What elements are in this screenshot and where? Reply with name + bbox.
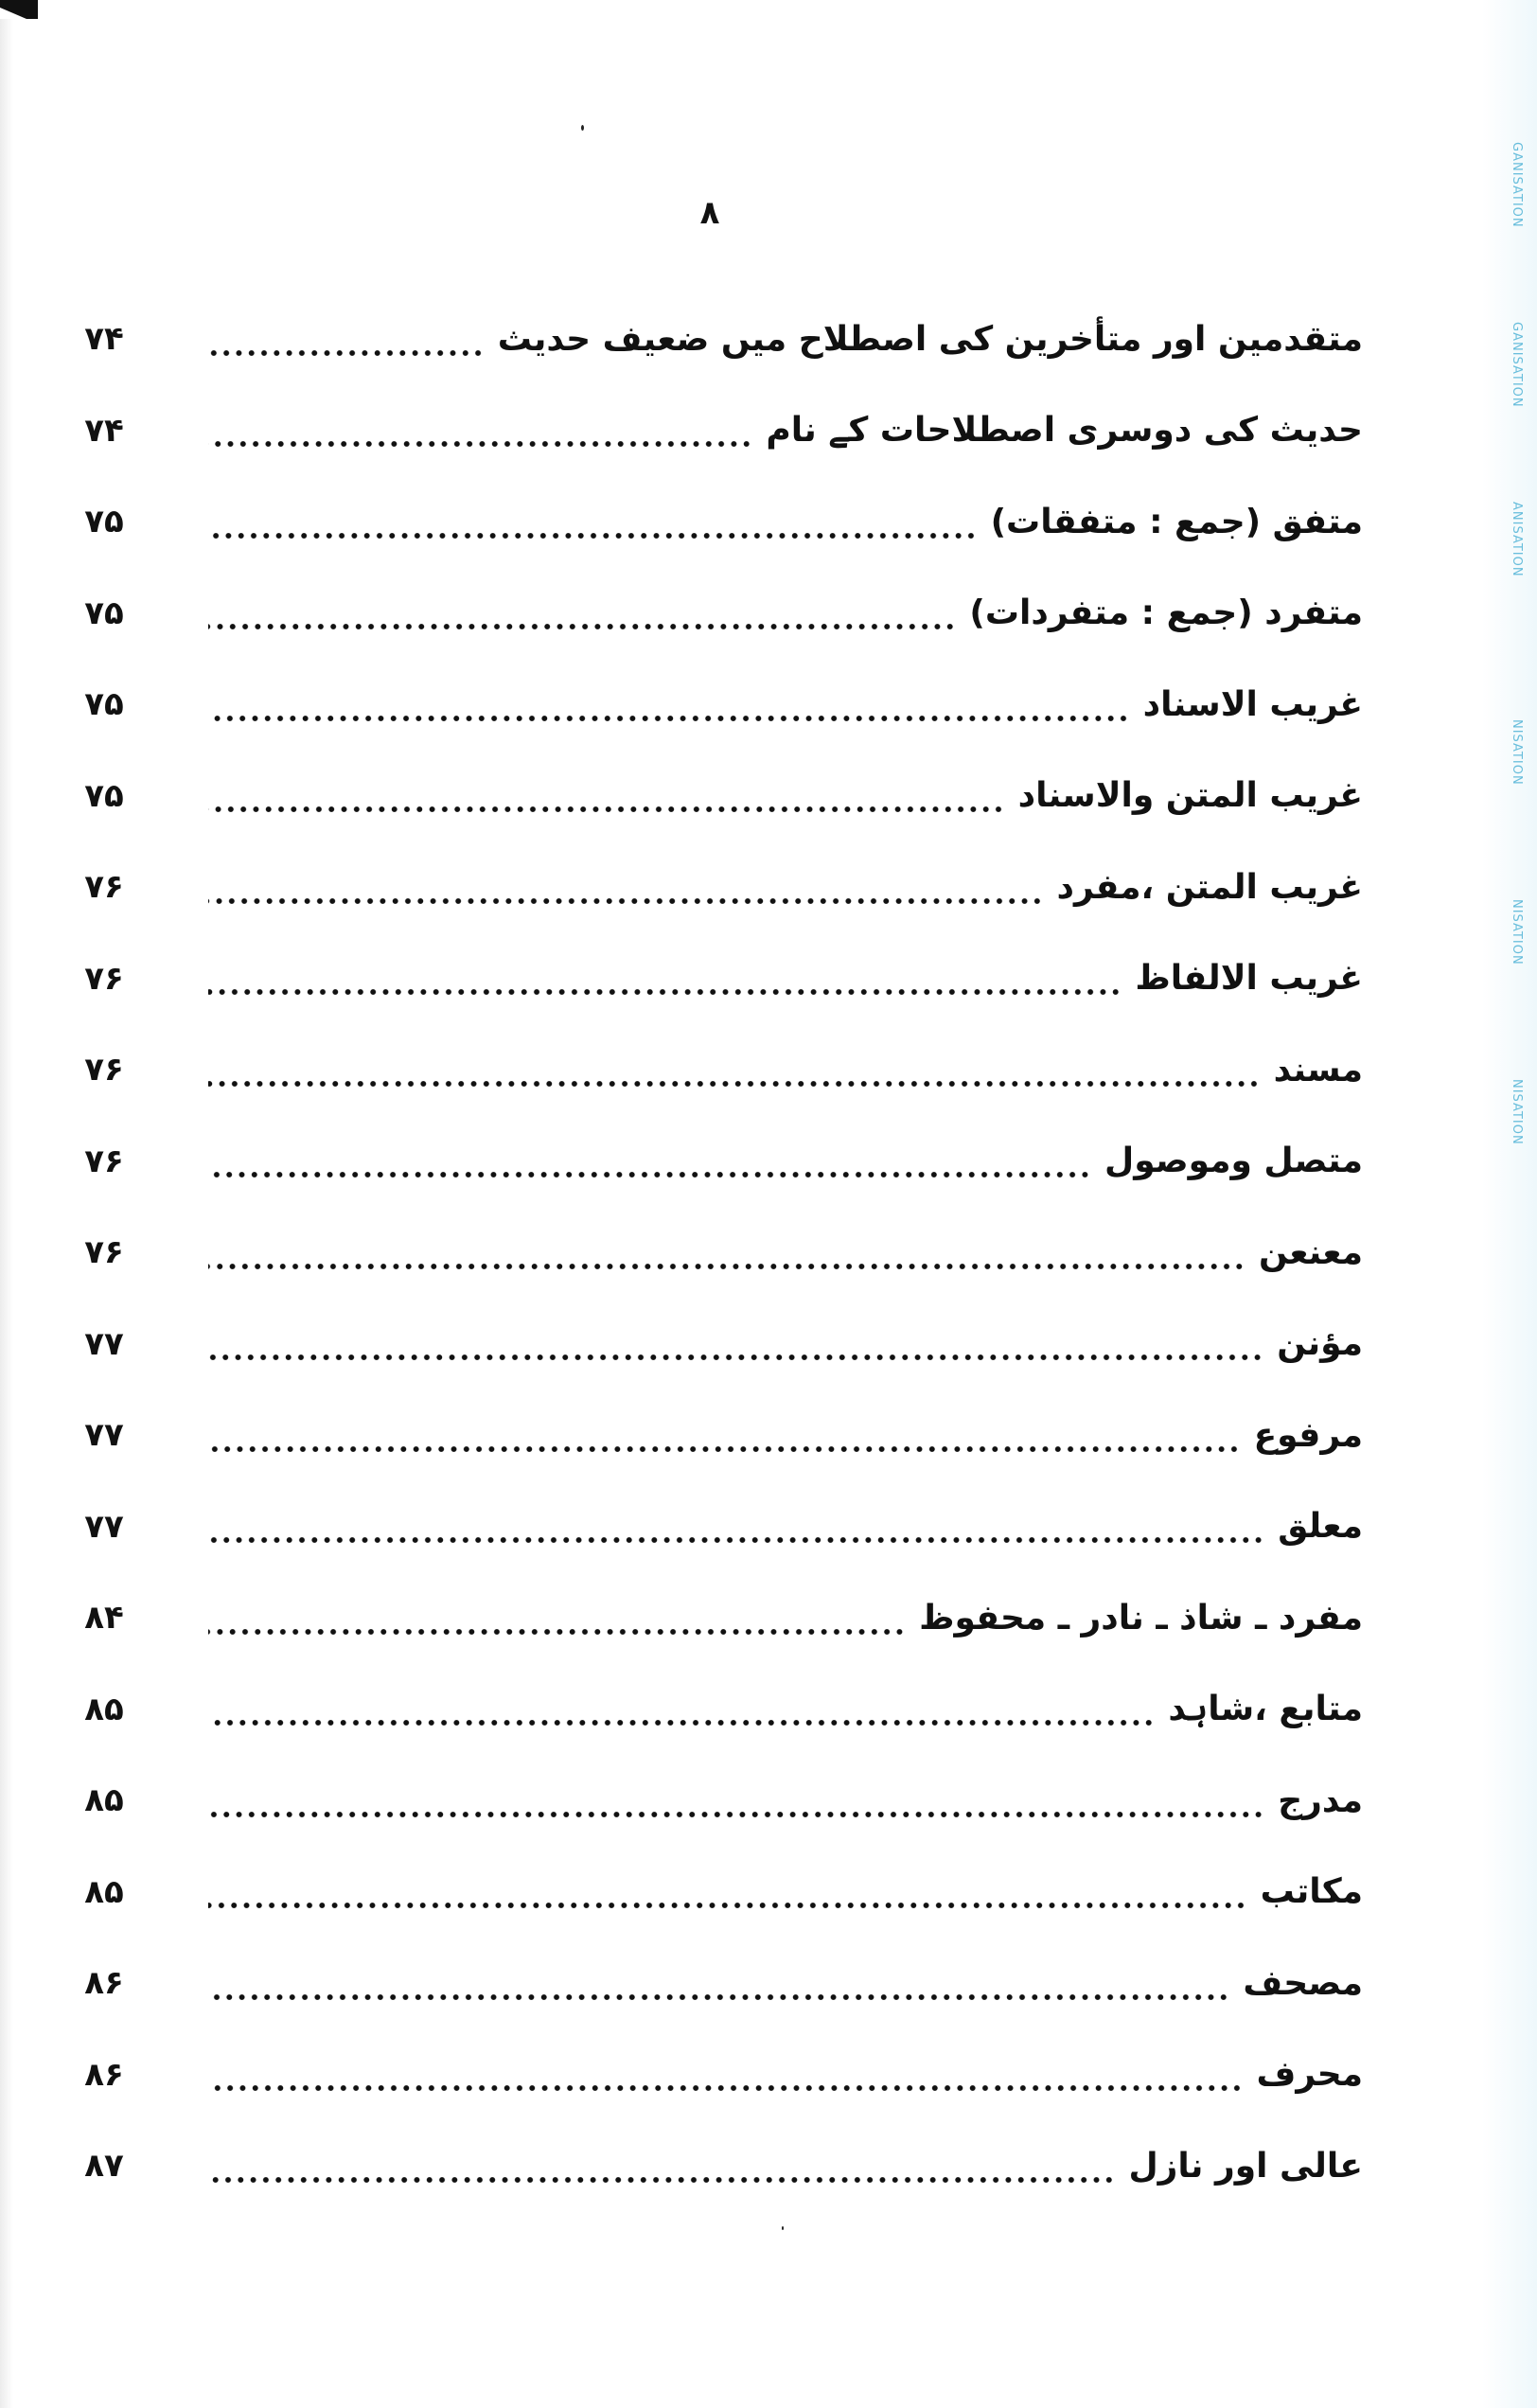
toc-entry[interactable] bbox=[66, 1024, 1363, 1116]
toc-entry[interactable] bbox=[66, 751, 1363, 842]
margin-watermark-label: NISATION bbox=[1510, 1079, 1524, 1145]
page-gutter-shadow bbox=[0, 19, 13, 2408]
dot-leader bbox=[208, 1080, 1261, 1088]
dot-leader bbox=[208, 1354, 1263, 1361]
toc-entry-page: ۷۷ bbox=[84, 1507, 124, 1546]
dot-leader bbox=[208, 715, 1130, 722]
margin-watermark-label: GANISATION bbox=[1510, 142, 1524, 228]
margin-watermark-label: ANISATION bbox=[1510, 502, 1524, 577]
toc-entry-page: ۷۴ bbox=[84, 411, 124, 450]
toc-entry-page: ۸۵ bbox=[84, 1690, 124, 1728]
scan-speck bbox=[581, 125, 584, 131]
toc-entry-page: ۸۷ bbox=[84, 2147, 124, 2186]
toc-entry[interactable] bbox=[66, 1481, 1363, 1573]
dot-leader bbox=[208, 440, 752, 448]
toc-entry-title: مؤنن bbox=[1277, 1324, 1363, 1364]
toc-entry-title: محرف bbox=[1256, 2055, 1363, 2095]
margin-watermark-label: NISATION bbox=[1510, 899, 1524, 965]
toc-entry-title: مسند bbox=[1273, 1050, 1363, 1089]
toc-entry-page: ۸۵ bbox=[84, 1781, 124, 1820]
toc-entry-page: ۷۵ bbox=[84, 503, 124, 541]
toc-entry-title: معلق bbox=[1278, 1507, 1363, 1547]
toc-entry-title: متفق (جمع : متفقات) bbox=[990, 502, 1363, 541]
dot-leader bbox=[208, 1902, 1247, 1909]
toc-entry[interactable] bbox=[66, 293, 1363, 385]
toc-entry[interactable] bbox=[66, 2120, 1363, 2212]
dot-leader bbox=[208, 1719, 1155, 1726]
scan-corner-mark bbox=[0, 0, 38, 19]
dot-leader bbox=[208, 1993, 1229, 2001]
toc-entry-title: عالی اور نازل bbox=[1128, 2146, 1363, 2186]
page-number: ٨ bbox=[699, 194, 720, 232]
toc-entry-page: ۷۶ bbox=[84, 1142, 124, 1180]
dot-leader bbox=[208, 349, 485, 357]
toc-entry-page: ۷۴ bbox=[84, 320, 124, 359]
toc-entry-title: مفرد ـ شاذ ـ نادر ـ محفوظ bbox=[919, 1598, 1363, 1638]
dot-leader bbox=[208, 988, 1122, 996]
toc-entry-title: حدیث کی دوسری اصطلاحات کے نام bbox=[766, 411, 1363, 451]
toc-entry-title: متفرد (جمع : متفردات) bbox=[969, 593, 1363, 633]
dot-leader bbox=[208, 2176, 1115, 2184]
toc-entry[interactable] bbox=[66, 2029, 1363, 2121]
dot-leader bbox=[208, 1536, 1264, 1544]
toc-entry-page: ۷۵ bbox=[84, 776, 124, 815]
table-of-contents bbox=[66, 293, 1363, 2212]
toc-entry-page: ۷۶ bbox=[84, 959, 124, 998]
margin-watermark-label: NISATION bbox=[1510, 719, 1524, 786]
toc-entry[interactable] bbox=[66, 1664, 1363, 1756]
toc-entry[interactable] bbox=[66, 933, 1363, 1025]
dot-leader bbox=[208, 1171, 1091, 1178]
toc-entry[interactable] bbox=[66, 1390, 1363, 1481]
toc-entry[interactable] bbox=[66, 1938, 1363, 2029]
toc-entry[interactable] bbox=[66, 385, 1363, 477]
toc-entry-page: ۷۷ bbox=[84, 1416, 124, 1455]
dot-leader bbox=[208, 1811, 1264, 1818]
toc-entry-title: مصحف bbox=[1243, 1963, 1363, 2003]
toc-entry-title: غریب الاسناد bbox=[1142, 684, 1363, 724]
toc-entry[interactable] bbox=[66, 1207, 1363, 1299]
toc-entry-page: ۸۵ bbox=[84, 1872, 124, 1911]
dot-leader bbox=[208, 623, 956, 630]
toc-entry-title: متصل وموصول bbox=[1104, 1142, 1363, 1181]
toc-entry-title: مرفوع bbox=[1253, 1415, 1363, 1455]
toc-entry[interactable] bbox=[66, 1299, 1363, 1390]
toc-entry-page: ۷۶ bbox=[84, 1233, 124, 1272]
toc-entry[interactable] bbox=[66, 476, 1363, 568]
dot-leader bbox=[208, 2084, 1244, 2092]
toc-entry-page: ۷۵ bbox=[84, 685, 124, 724]
dot-leader bbox=[208, 897, 1043, 905]
margin-watermark-label: GANISATION bbox=[1510, 322, 1524, 408]
toc-entry[interactable] bbox=[66, 1572, 1363, 1664]
toc-entry[interactable] bbox=[66, 1116, 1363, 1208]
dot-leader bbox=[208, 1263, 1246, 1270]
dot-leader bbox=[208, 532, 978, 540]
toc-entry-title: غریب المتن والاسناد bbox=[1017, 776, 1363, 816]
toc-entry-title: مکاتب bbox=[1260, 1872, 1363, 1912]
toc-entry-title: متقدمین اور متأخرین کی اصطلاح میں ضعیف حدیث bbox=[497, 319, 1363, 359]
toc-entry-page: ۷۶ bbox=[84, 868, 124, 907]
toc-entry[interactable] bbox=[66, 568, 1363, 660]
toc-entry-page: ۸۴ bbox=[84, 1599, 124, 1638]
dot-leader bbox=[208, 1628, 906, 1636]
toc-entry-page: ۸۶ bbox=[84, 1964, 124, 2003]
toc-entry[interactable] bbox=[66, 659, 1363, 751]
toc-entry[interactable] bbox=[66, 1755, 1363, 1847]
toc-entry-page: ۷۷ bbox=[84, 1324, 124, 1363]
toc-entry-title: معنعن bbox=[1258, 1232, 1363, 1272]
toc-entry[interactable] bbox=[66, 1847, 1363, 1939]
dot-leader bbox=[208, 1445, 1241, 1453]
toc-entry-title: مدرج bbox=[1278, 1780, 1363, 1820]
toc-entry-title: متابع ،شاہد bbox=[1168, 1690, 1363, 1729]
toc-entry-title: غریب الالفاظ bbox=[1135, 959, 1363, 999]
toc-entry-page: ۸۶ bbox=[84, 2055, 124, 2094]
toc-entry-page: ۷۶ bbox=[84, 1051, 124, 1089]
dot-leader bbox=[208, 806, 1005, 813]
toc-entry[interactable] bbox=[66, 841, 1363, 933]
toc-entry-page: ۷۵ bbox=[84, 593, 124, 632]
toc-entry-title: غریب المتن ،مفرد bbox=[1056, 867, 1363, 907]
scan-speck bbox=[782, 2226, 784, 2230]
